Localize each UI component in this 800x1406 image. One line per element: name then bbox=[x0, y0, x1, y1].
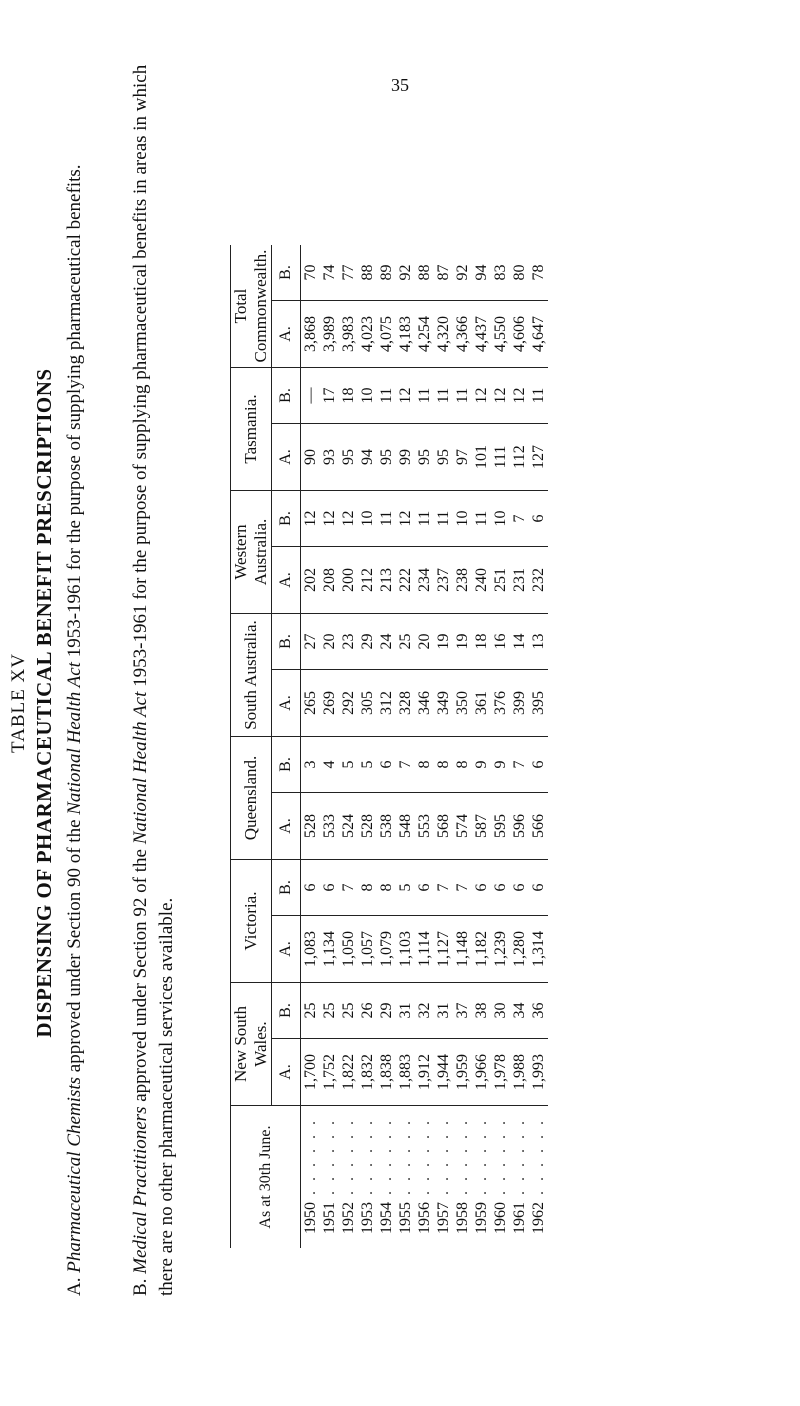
tas-a-cell: 95 bbox=[415, 424, 434, 491]
qld-a-cell: 574 bbox=[453, 793, 472, 860]
qld-b-cell: 5 bbox=[339, 737, 358, 793]
note-b bbox=[128, 36, 180, 1296]
nsw-b-cell: 31 bbox=[434, 983, 453, 1039]
nsw-b-cell: 32 bbox=[415, 983, 434, 1039]
qld-a-cell: 595 bbox=[491, 793, 510, 860]
vic-a-cell: 1,114 bbox=[415, 916, 434, 983]
qld-a-cell: 538 bbox=[377, 793, 396, 860]
sa-b-cell: 20 bbox=[320, 614, 339, 670]
nsw-a-cell: 1,752 bbox=[320, 1039, 339, 1106]
tas-a-cell: 112 bbox=[510, 424, 529, 491]
table-title: DISPENSING OF PHARMACEUTICAL BENEFIT PRESCRIPTIONS bbox=[32, 368, 56, 1038]
nsw-b-cell: 25 bbox=[320, 983, 339, 1039]
qld-b-cell: 7 bbox=[510, 737, 529, 793]
tas-a-cell: 94 bbox=[358, 424, 377, 491]
vic-a-cell: 1,103 bbox=[396, 916, 415, 983]
nsw-a-cell: 1,993 bbox=[529, 1039, 548, 1106]
nsw-b-cell: 29 bbox=[377, 983, 396, 1039]
state-header: New South Wales. bbox=[231, 983, 272, 1106]
tot-b-cell: 78 bbox=[529, 245, 548, 301]
qld-b-cell: 7 bbox=[396, 737, 415, 793]
nsw-b-cell: 30 bbox=[491, 983, 510, 1039]
wa-a-cell: 234 bbox=[415, 547, 434, 614]
nsw-a-cell: 1,700 bbox=[301, 1039, 321, 1106]
note-a-middle: approved under Section 90 of the bbox=[64, 814, 85, 1077]
year-value: 1954 bbox=[377, 1202, 395, 1234]
leader-dots: . . . . . . bbox=[415, 1118, 433, 1202]
tas-a-cell: 127 bbox=[529, 424, 548, 491]
tot-a-cell: 4,437 bbox=[472, 301, 491, 368]
nsw-b-cell: 25 bbox=[301, 983, 321, 1039]
table-row bbox=[358, 245, 377, 1248]
table-body bbox=[301, 245, 549, 1248]
state-header: Total Commonwealth. bbox=[231, 245, 272, 368]
note-a-prefix: A. bbox=[64, 1272, 85, 1296]
wa-b-cell: 11 bbox=[472, 491, 491, 547]
tot-b-cell: 87 bbox=[434, 245, 453, 301]
sub-header-a: A. bbox=[272, 547, 301, 614]
table-row bbox=[415, 245, 434, 1248]
sub-header-a: A. bbox=[272, 793, 301, 860]
vic-a-cell: 1,134 bbox=[320, 916, 339, 983]
tot-b-cell: 92 bbox=[396, 245, 415, 301]
qld-a-cell: 528 bbox=[358, 793, 377, 860]
tot-b-cell: 80 bbox=[510, 245, 529, 301]
tot-a-cell: 3,989 bbox=[320, 301, 339, 368]
sub-header-a: A. bbox=[272, 670, 301, 737]
vic-b-cell: 6 bbox=[415, 860, 434, 916]
qld-b-cell: 9 bbox=[491, 737, 510, 793]
qld-b-cell: 8 bbox=[415, 737, 434, 793]
tas-a-cell: 95 bbox=[434, 424, 453, 491]
leader-dots: . . . . . . bbox=[377, 1118, 395, 1202]
table-row bbox=[453, 245, 472, 1248]
tot-b-cell: 88 bbox=[358, 245, 377, 301]
wa-a-cell: 208 bbox=[320, 547, 339, 614]
sa-b-cell: 19 bbox=[434, 614, 453, 670]
year-header: As at 30th June. bbox=[231, 1106, 301, 1249]
tot-b-cell: 92 bbox=[453, 245, 472, 301]
qld-b-cell: 4 bbox=[320, 737, 339, 793]
sa-a-cell: 376 bbox=[491, 670, 510, 737]
nsw-b-cell: 26 bbox=[358, 983, 377, 1039]
vic-b-cell: 7 bbox=[453, 860, 472, 916]
leader-dots: . . . . . . bbox=[358, 1118, 376, 1202]
qld-a-cell: 528 bbox=[301, 793, 321, 860]
vic-a-cell: 1,148 bbox=[453, 916, 472, 983]
wa-b-cell: 10 bbox=[491, 491, 510, 547]
sub-header-b: B. bbox=[272, 983, 301, 1039]
qld-b-cell: 6 bbox=[529, 737, 548, 793]
qld-b-cell: 3 bbox=[301, 737, 321, 793]
sub-header-b: B. bbox=[272, 737, 301, 793]
wa-b-cell: 10 bbox=[453, 491, 472, 547]
leader-dots: . . . . . . bbox=[339, 1118, 357, 1202]
note-a bbox=[62, 36, 88, 1296]
wa-a-cell: 251 bbox=[491, 547, 510, 614]
tas-a-cell: 93 bbox=[320, 424, 339, 491]
sa-b-cell: 23 bbox=[339, 614, 358, 670]
year-value: 1958 bbox=[453, 1202, 471, 1234]
nsw-a-cell: 1,883 bbox=[396, 1039, 415, 1106]
table-row bbox=[434, 245, 453, 1248]
leader-dots: . . . . . . bbox=[472, 1118, 490, 1202]
sa-b-cell: 20 bbox=[415, 614, 434, 670]
sa-b-cell: 27 bbox=[301, 614, 321, 670]
tot-a-cell: 3,983 bbox=[339, 301, 358, 368]
wa-a-cell: 222 bbox=[396, 547, 415, 614]
nsw-b-cell: 25 bbox=[339, 983, 358, 1039]
leader-dots: . . . . . . bbox=[491, 1118, 509, 1202]
sub-header-b: B. bbox=[272, 245, 301, 301]
tot-b-cell: 70 bbox=[301, 245, 321, 301]
sub-header-a: A. bbox=[272, 301, 301, 368]
year-cell bbox=[472, 1106, 491, 1249]
tot-a-cell: 4,366 bbox=[453, 301, 472, 368]
tot-a-cell: 4,550 bbox=[491, 301, 510, 368]
table-label: TABLE XV bbox=[8, 653, 29, 753]
nsw-a-cell: 1,959 bbox=[453, 1039, 472, 1106]
nsw-a-cell: 1,988 bbox=[510, 1039, 529, 1106]
sa-a-cell: 395 bbox=[529, 670, 548, 737]
year-value: 1950 bbox=[301, 1202, 319, 1234]
leader-dots: . . . . . . bbox=[529, 1118, 547, 1202]
nsw-a-cell: 1,838 bbox=[377, 1039, 396, 1106]
note-b-act: National Health Act bbox=[130, 691, 151, 845]
tas-b-cell: 11 bbox=[529, 368, 548, 424]
qld-a-cell: 553 bbox=[415, 793, 434, 860]
vic-b-cell: 6 bbox=[510, 860, 529, 916]
tot-a-cell: 4,254 bbox=[415, 301, 434, 368]
wa-a-cell: 240 bbox=[472, 547, 491, 614]
wa-a-cell: 200 bbox=[339, 547, 358, 614]
sub-header-b: B. bbox=[272, 860, 301, 916]
vic-b-cell: 6 bbox=[320, 860, 339, 916]
qld-b-cell: 5 bbox=[358, 737, 377, 793]
state-header: Victoria. bbox=[231, 860, 272, 983]
note-a-act: National Health Act bbox=[64, 662, 85, 815]
tas-b-cell: 12 bbox=[396, 368, 415, 424]
sub-header-a: A. bbox=[272, 424, 301, 491]
tas-b-cell: 10 bbox=[358, 368, 377, 424]
state-header: Queensland. bbox=[231, 737, 272, 860]
tot-a-cell: 4,320 bbox=[434, 301, 453, 368]
year-cell bbox=[339, 1106, 358, 1249]
table-row bbox=[472, 245, 491, 1248]
wa-a-cell: 212 bbox=[358, 547, 377, 614]
qld-a-cell: 566 bbox=[529, 793, 548, 860]
vic-b-cell: 7 bbox=[339, 860, 358, 916]
sub-header-b: B. bbox=[272, 614, 301, 670]
table-row bbox=[377, 245, 396, 1248]
sub-header-a: A. bbox=[272, 1039, 301, 1106]
vic-a-cell: 1,239 bbox=[491, 916, 510, 983]
sa-b-cell: 24 bbox=[377, 614, 396, 670]
year-value: 1957 bbox=[434, 1202, 452, 1234]
sub-header-a: A. bbox=[272, 916, 301, 983]
year-cell bbox=[415, 1106, 434, 1249]
table-row bbox=[320, 245, 339, 1248]
year-value: 1960 bbox=[491, 1202, 509, 1234]
year-cell bbox=[529, 1106, 548, 1249]
state-header: Tasmania. bbox=[231, 368, 272, 491]
nsw-b-cell: 34 bbox=[510, 983, 529, 1039]
vic-a-cell: 1,127 bbox=[434, 916, 453, 983]
wa-b-cell: 10 bbox=[358, 491, 377, 547]
year-value: 1962 bbox=[529, 1202, 547, 1234]
qld-a-cell: 533 bbox=[320, 793, 339, 860]
year-cell bbox=[377, 1106, 396, 1249]
tas-a-cell: 101 bbox=[472, 424, 491, 491]
state-header-row bbox=[231, 245, 272, 1248]
note-b-suffix: 1953-1961 for the purpose of supplying pharmaceutical benefits in areas in which there are no other pharmaceutical services available. bbox=[130, 64, 177, 1296]
tas-b-cell: 12 bbox=[472, 368, 491, 424]
vic-b-cell: 6 bbox=[301, 860, 321, 916]
sa-a-cell: 346 bbox=[415, 670, 434, 737]
wa-a-cell: 231 bbox=[510, 547, 529, 614]
sub-header-b: B. bbox=[272, 368, 301, 424]
tas-a-cell: 90 bbox=[301, 424, 321, 491]
leader-dots: . . . . . . bbox=[301, 1118, 319, 1202]
table-row bbox=[301, 245, 321, 1248]
sa-a-cell: 269 bbox=[320, 670, 339, 737]
vic-b-cell: 7 bbox=[434, 860, 453, 916]
wa-b-cell: 11 bbox=[434, 491, 453, 547]
year-cell bbox=[453, 1106, 472, 1249]
note-b-middle: approved under Section 92 of the bbox=[130, 844, 151, 1107]
qld-a-cell: 524 bbox=[339, 793, 358, 860]
note-a-suffix: 1953-1961 for the purpose of supplying pharmaceutical benefits. bbox=[64, 164, 85, 663]
note-b-prefix: B. bbox=[130, 1273, 151, 1296]
table-row bbox=[510, 245, 529, 1248]
tot-b-cell: 74 bbox=[320, 245, 339, 301]
qld-a-cell: 548 bbox=[396, 793, 415, 860]
sa-a-cell: 265 bbox=[301, 670, 321, 737]
tot-a-cell: 3,868 bbox=[301, 301, 321, 368]
leader-dots: . . . . . . bbox=[320, 1118, 338, 1202]
page-number: 35 bbox=[391, 75, 409, 95]
nsw-a-cell: 1,966 bbox=[472, 1039, 491, 1106]
sa-a-cell: 305 bbox=[358, 670, 377, 737]
sa-b-cell: 25 bbox=[396, 614, 415, 670]
sa-b-cell: 16 bbox=[491, 614, 510, 670]
tot-a-cell: 4,647 bbox=[529, 301, 548, 368]
vic-b-cell: 6 bbox=[472, 860, 491, 916]
vic-a-cell: 1,280 bbox=[510, 916, 529, 983]
sa-a-cell: 399 bbox=[510, 670, 529, 737]
tas-b-cell: 11 bbox=[377, 368, 396, 424]
sa-b-cell: 14 bbox=[510, 614, 529, 670]
note-b-italic: Medical Practitioners bbox=[130, 1106, 151, 1274]
tas-a-cell: 111 bbox=[491, 424, 510, 491]
sa-b-cell: 18 bbox=[472, 614, 491, 670]
tas-b-cell: 18 bbox=[339, 368, 358, 424]
tas-b-cell: 11 bbox=[434, 368, 453, 424]
tot-b-cell: 77 bbox=[339, 245, 358, 301]
wa-b-cell: 12 bbox=[396, 491, 415, 547]
table-row bbox=[491, 245, 510, 1248]
vic-b-cell: 8 bbox=[377, 860, 396, 916]
wa-b-cell: 11 bbox=[415, 491, 434, 547]
qld-b-cell: 9 bbox=[472, 737, 491, 793]
qld-a-cell: 568 bbox=[434, 793, 453, 860]
note-a-italic: Pharmaceutical Chemists bbox=[64, 1076, 85, 1273]
sa-a-cell: 349 bbox=[434, 670, 453, 737]
qld-a-cell: 587 bbox=[472, 793, 491, 860]
nsw-a-cell: 1,822 bbox=[339, 1039, 358, 1106]
year-cell bbox=[396, 1106, 415, 1249]
wa-b-cell: 12 bbox=[320, 491, 339, 547]
leader-dots: . . . . . . bbox=[510, 1118, 528, 1202]
tot-a-cell: 4,075 bbox=[377, 301, 396, 368]
nsw-b-cell: 36 bbox=[529, 983, 548, 1039]
qld-b-cell: 8 bbox=[453, 737, 472, 793]
leader-dots: . . . . . . bbox=[396, 1118, 414, 1202]
tot-b-cell: 94 bbox=[472, 245, 491, 301]
wa-b-cell: 7 bbox=[510, 491, 529, 547]
wa-a-cell: 232 bbox=[529, 547, 548, 614]
tas-b-cell: 17 bbox=[320, 368, 339, 424]
wa-a-cell: 213 bbox=[377, 547, 396, 614]
sa-a-cell: 361 bbox=[472, 670, 491, 737]
tas-b-cell: 11 bbox=[415, 368, 434, 424]
vic-b-cell: 8 bbox=[358, 860, 377, 916]
table-row bbox=[339, 245, 358, 1248]
vic-a-cell: 1,057 bbox=[358, 916, 377, 983]
vic-a-cell: 1,314 bbox=[529, 916, 548, 983]
table-row bbox=[529, 245, 548, 1248]
leader-dots: . . . . . . bbox=[434, 1118, 452, 1202]
year-value: 1959 bbox=[472, 1202, 490, 1234]
vic-a-cell: 1,182 bbox=[472, 916, 491, 983]
sa-a-cell: 328 bbox=[396, 670, 415, 737]
year-cell bbox=[358, 1106, 377, 1249]
wa-a-cell: 202 bbox=[301, 547, 321, 614]
nsw-b-cell: 31 bbox=[396, 983, 415, 1039]
sa-b-cell: 13 bbox=[529, 614, 548, 670]
tas-b-cell: — bbox=[301, 368, 321, 424]
nsw-a-cell: 1,832 bbox=[358, 1039, 377, 1106]
tas-a-cell: 99 bbox=[396, 424, 415, 491]
tot-b-cell: 89 bbox=[377, 245, 396, 301]
vic-b-cell: 6 bbox=[529, 860, 548, 916]
year-value: 1952 bbox=[339, 1202, 357, 1234]
year-value: 1956 bbox=[415, 1202, 433, 1234]
prescriptions-table bbox=[230, 245, 548, 1248]
vic-a-cell: 1,050 bbox=[339, 916, 358, 983]
year-value: 1961 bbox=[510, 1202, 528, 1234]
state-header: Western Australia. bbox=[231, 491, 272, 614]
vic-a-cell: 1,079 bbox=[377, 916, 396, 983]
sub-header-b: B. bbox=[272, 491, 301, 547]
tas-a-cell: 95 bbox=[339, 424, 358, 491]
tot-a-cell: 4,023 bbox=[358, 301, 377, 368]
leader-dots: . . . . . . bbox=[453, 1118, 471, 1202]
year-cell bbox=[320, 1106, 339, 1249]
sa-a-cell: 350 bbox=[453, 670, 472, 737]
tas-b-cell: 12 bbox=[510, 368, 529, 424]
year-cell bbox=[491, 1106, 510, 1249]
wa-a-cell: 238 bbox=[453, 547, 472, 614]
year-cell bbox=[434, 1106, 453, 1249]
vic-a-cell: 1,083 bbox=[301, 916, 321, 983]
tot-b-cell: 83 bbox=[491, 245, 510, 301]
year-cell bbox=[510, 1106, 529, 1249]
table-row bbox=[396, 245, 415, 1248]
nsw-a-cell: 1,912 bbox=[415, 1039, 434, 1106]
tas-a-cell: 95 bbox=[377, 424, 396, 491]
tot-a-cell: 4,183 bbox=[396, 301, 415, 368]
qld-b-cell: 6 bbox=[377, 737, 396, 793]
wa-b-cell: 12 bbox=[339, 491, 358, 547]
sa-a-cell: 292 bbox=[339, 670, 358, 737]
year-cell bbox=[301, 1106, 321, 1249]
nsw-b-cell: 38 bbox=[472, 983, 491, 1039]
sa-b-cell: 29 bbox=[358, 614, 377, 670]
year-value: 1955 bbox=[396, 1202, 414, 1234]
qld-b-cell: 8 bbox=[434, 737, 453, 793]
tas-b-cell: 11 bbox=[453, 368, 472, 424]
tot-a-cell: 4,606 bbox=[510, 301, 529, 368]
wa-b-cell: 12 bbox=[301, 491, 321, 547]
sub-header-row bbox=[272, 245, 301, 1248]
tas-a-cell: 97 bbox=[453, 424, 472, 491]
nsw-a-cell: 1,944 bbox=[434, 1039, 453, 1106]
vic-b-cell: 6 bbox=[491, 860, 510, 916]
nsw-a-cell: 1,978 bbox=[491, 1039, 510, 1106]
tot-b-cell: 88 bbox=[415, 245, 434, 301]
year-value: 1951 bbox=[320, 1202, 338, 1234]
qld-a-cell: 596 bbox=[510, 793, 529, 860]
vic-b-cell: 5 bbox=[396, 860, 415, 916]
tas-b-cell: 12 bbox=[491, 368, 510, 424]
wa-a-cell: 237 bbox=[434, 547, 453, 614]
wa-b-cell: 11 bbox=[377, 491, 396, 547]
sa-a-cell: 312 bbox=[377, 670, 396, 737]
state-header: South Australia. bbox=[231, 614, 272, 737]
nsw-b-cell: 37 bbox=[453, 983, 472, 1039]
year-value: 1953 bbox=[358, 1202, 376, 1234]
wa-b-cell: 6 bbox=[529, 491, 548, 547]
sa-b-cell: 19 bbox=[453, 614, 472, 670]
